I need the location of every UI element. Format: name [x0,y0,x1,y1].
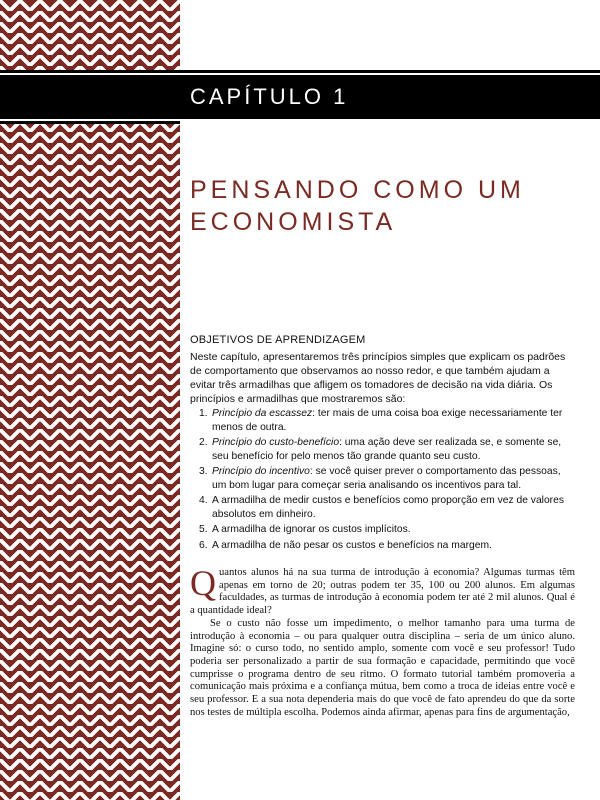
chapter-band [0,73,600,121]
drop-cap: Q [190,563,216,603]
objective-item [190,465,570,492]
objective-text: : ter mais de uma coisa boa exige necessariamente ter menos de outra. [212,408,563,433]
body-text [190,563,575,719]
objective-term: Princípio da escassez [212,408,313,419]
objective-item [190,407,570,434]
chapter-title-line-1: PENSANDO COMO UM [190,176,525,204]
objective-number: 1. [199,408,208,419]
objective-number: 6. [199,539,208,551]
objective-item [190,436,570,463]
objectives-intro: Neste capítulo, apresentaremos três princípios simples que explicam os padrões de comportamento que observamos ao nosso redor, e que também ajudam a evitar três armadilhas que afligem os tomadores de decisão na vida diária. Os princípios e armadilhas que mostraremos são: [190,351,566,405]
objectives-list [190,407,570,554]
body-paragraph-1 [190,563,575,618]
body-paragraph-1-text: uantos alunos há na sua turma de introdução à economia? Algumas turmas têm apenas em torno de 20; outras podem ter 35, 100 ou 200 alunos. Em algumas faculdades, as turmas de introdução à economia podem ter até 2 mil alunos. Qual é a quantidade ideal? [190,567,575,617]
objective-number: 3. [199,466,208,477]
objective-item [190,494,570,521]
objective-number: 2. [199,437,208,448]
objective-number: 4. [199,495,208,506]
objective-text: : se você quiser prever o comportamento das pessoas, um bom lugar para começar seria analisando os incentivos para tal. [212,466,561,491]
objective-text: A armadilha de ignorar os custos implícitos. [212,524,411,535]
objective-text: A armadilha de medir custos e benefícios como proporção em vez de valores absolutos em dinheiro. [212,495,564,520]
objective-text: A armadilha de não pesar os custos e benefícios na margem. [212,539,492,551]
objective-term: Princípio do incentivo [212,466,310,477]
objective-term: Princípio do custo-benefício [212,437,340,448]
chapter-title-line-2: ECONOMISTA [190,208,397,236]
objectives-heading: OBJETIVOS DE APRENDIZAGEM [190,334,366,346]
objective-item [190,539,570,553]
objective-number: 5. [199,524,208,535]
chapter-label: CAPÍTULO 1 [190,84,349,109]
body-paragraph-2: Se o custo não fosse um impedimento, o melhor tamanho para uma turma de introdução à economia – ou para qualquer outra disciplina – seria de um único aluno. Imagine só: o curso todo, no sentido amplo, somente com você e seu professor! Tudo poderia ser personalizado a partir de sua formação e capacidade, permitindo que você cumprisse o programa dentro de seu ritmo. O formato tutorial também promoveria a comunicação mais próxima e a confiança mútua, bem como a troca de ideias entre você e seu professor. E a sua nota dependeria mais do que você de fato aprendeu do que da sorte nos testes de múltipla escolha. Podemos ainda afirmar, apenas para fins de argumentação, [190,617,575,718]
objective-item [190,523,570,537]
chapter-title [190,174,570,238]
objective-text: : uma ação deve ser realizada se, e somente se, seu benefício for pelo menos tão grande quanto seu custo. [212,437,562,462]
